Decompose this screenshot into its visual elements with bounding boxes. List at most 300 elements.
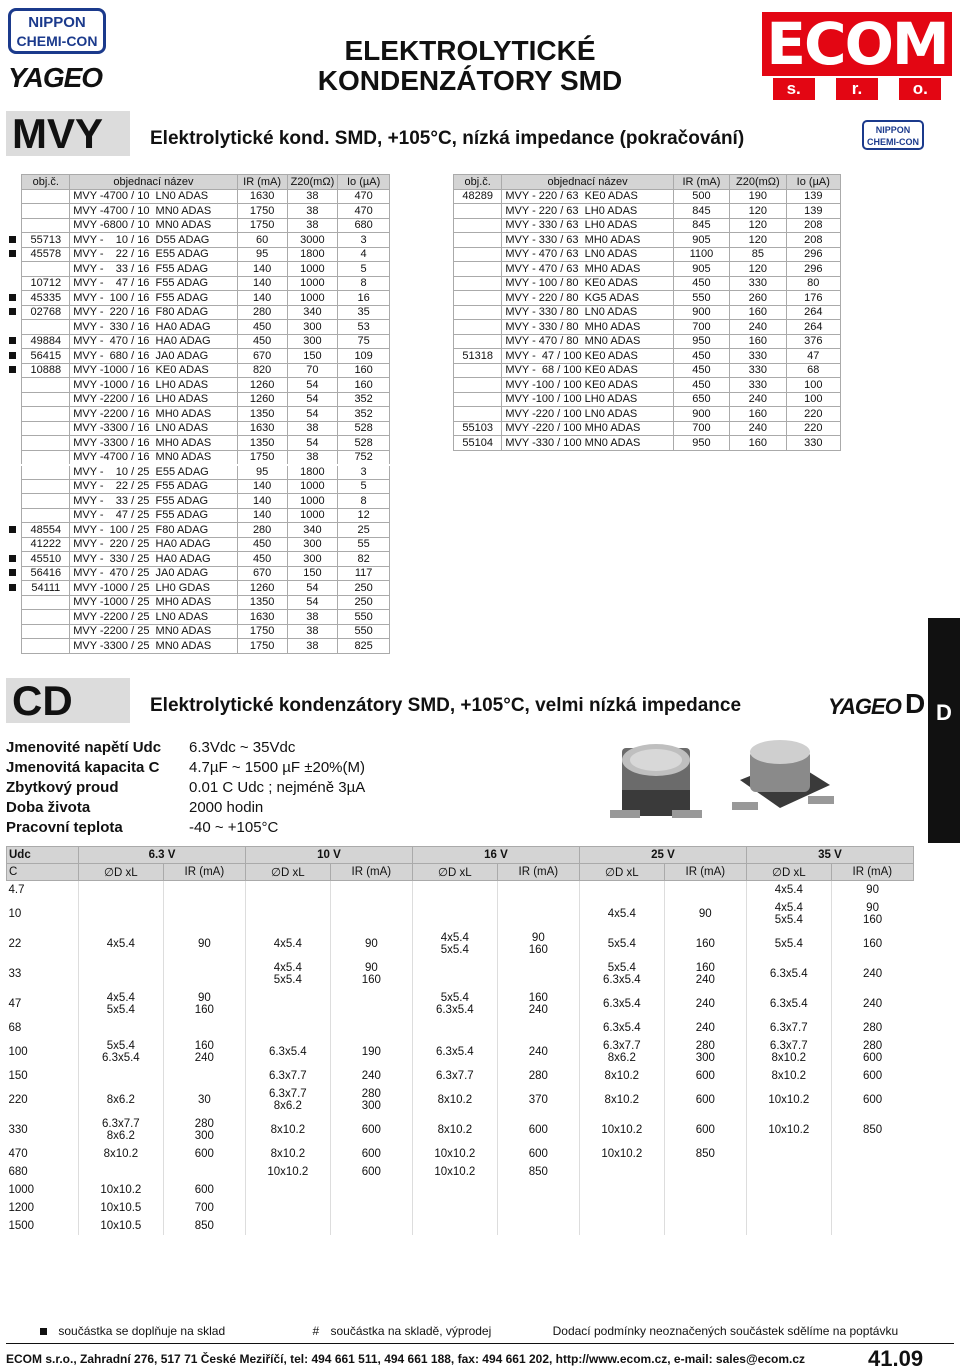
size-value: 8x10.2	[579, 1067, 664, 1085]
size-value: 4x5.4	[245, 929, 330, 959]
part-name: MVY - 330 / 80 LN0 ADAS	[502, 305, 673, 320]
part-name: MVY -4700 / 10 LN0 ADAS	[70, 189, 237, 204]
size-value: 6.3x5.4	[746, 989, 831, 1019]
z20-value: 38	[287, 189, 338, 204]
table-row	[454, 363, 841, 378]
table-row	[6, 334, 390, 349]
table-row	[6, 581, 390, 596]
ir-value: 1750	[237, 204, 287, 219]
ir-value: 140	[237, 262, 287, 277]
io-value: 825	[338, 639, 390, 654]
size-value	[245, 899, 330, 929]
ir-value: 450	[673, 363, 729, 378]
order-number: 55103	[454, 421, 502, 436]
bullet-cell	[6, 291, 22, 306]
table-row	[7, 1037, 914, 1067]
size-value	[79, 881, 164, 899]
ir-value: 1260	[237, 581, 287, 596]
z20-value: 38	[287, 204, 338, 219]
spec-label: Doba života	[6, 799, 91, 816]
ir-value: 600	[497, 1145, 579, 1163]
z20-value: 150	[287, 566, 338, 581]
bullet-cell	[6, 276, 22, 291]
spec-label: Pracovní teplota	[6, 819, 123, 836]
io-value: 220	[786, 407, 840, 422]
size-value	[412, 1217, 497, 1235]
ir-value: 160	[831, 929, 913, 959]
voltage-16v: 16 V	[412, 847, 579, 864]
table-row	[6, 320, 390, 335]
bullet-cell	[6, 436, 22, 451]
size-value: 4x5.4 5x5.4	[245, 959, 330, 989]
order-number	[454, 392, 502, 407]
ir-value: 850	[163, 1217, 245, 1235]
ir-value: 450	[673, 276, 729, 291]
z20-value: 3000	[287, 233, 338, 248]
io-value: 47	[786, 349, 840, 364]
part-name: MVY - 47 / 16 F55 ADAG	[70, 276, 237, 291]
col-ir: IR (mA)	[237, 175, 287, 190]
table-row	[7, 1181, 914, 1199]
ir-value: 140	[237, 508, 287, 523]
io-value: 8	[338, 276, 390, 291]
order-number	[22, 320, 70, 335]
size-value: 10x10.5	[79, 1199, 164, 1217]
order-number: 54111	[22, 581, 70, 596]
size-value: 4x5.4 5x5.4	[79, 989, 164, 1019]
z20-value: 54	[287, 392, 338, 407]
bullet-cell	[6, 566, 22, 581]
size-value: 8x10.2	[412, 1115, 497, 1145]
table-row	[6, 262, 390, 277]
ir-value: 950	[673, 436, 729, 451]
ir-value	[163, 899, 245, 929]
ir-value: 600	[664, 1085, 746, 1115]
bullet-cell	[6, 624, 22, 639]
ir-value: 1630	[237, 421, 287, 436]
part-name: MVY - 330 / 25 HA0 ADAG	[70, 552, 237, 567]
table-row	[6, 421, 390, 436]
part-name: MVY - 100 / 80 KE0 ADAS	[502, 276, 673, 291]
ir-value: 900	[673, 305, 729, 320]
ir-value: 650	[673, 392, 729, 407]
ir-value: 450	[237, 552, 287, 567]
size-value	[412, 881, 497, 899]
size-value: 8x6.2	[79, 1085, 164, 1115]
part-name: MVY - 47 / 100 KE0 ADAS	[502, 349, 673, 364]
order-number	[22, 450, 70, 465]
table-row	[454, 233, 841, 248]
z20-value: 85	[730, 247, 786, 262]
size-value: 6.3x7.7	[245, 1067, 330, 1085]
col-z20: Z20(mΩ)	[730, 175, 786, 190]
ir-value: 450	[237, 320, 287, 335]
ir-value	[497, 959, 579, 989]
capacitance: 22	[8, 937, 22, 950]
ir-value: 60	[237, 233, 287, 248]
bullet-cell	[6, 378, 22, 393]
ir-value	[330, 899, 412, 929]
bullet-cell	[6, 552, 22, 567]
ir-value	[497, 899, 579, 929]
bullet-icon	[9, 294, 16, 301]
order-number: 48289	[454, 189, 502, 204]
io-value: 296	[786, 262, 840, 277]
io-value: 176	[786, 291, 840, 306]
col-io: Io (µA)	[338, 175, 390, 190]
part-name: MVY -2200 / 25 LN0 ADAS	[70, 610, 237, 625]
page-number: 41.09	[868, 1346, 924, 1371]
io-value: 376	[786, 334, 840, 349]
bullet-cell	[6, 233, 22, 248]
capacitance: 1500	[8, 1219, 35, 1232]
ir-header: IR (mA)	[330, 864, 412, 881]
size-value	[746, 1163, 831, 1181]
ir-value	[831, 1145, 913, 1163]
bullet-cell	[6, 639, 22, 654]
table-row	[6, 523, 390, 538]
table-row	[454, 276, 841, 291]
ir-value: 845	[673, 218, 729, 233]
ir-value: 600	[163, 1145, 245, 1163]
table-row	[454, 291, 841, 306]
part-name: MVY -2200 / 25 MN0 ADAS	[70, 624, 237, 639]
size-value: 4x5.4 5x5.4	[746, 899, 831, 929]
order-number	[22, 610, 70, 625]
z20-value: 120	[730, 204, 786, 219]
size-value: 6.3x5.4	[245, 1037, 330, 1067]
bullet-icon	[9, 526, 16, 533]
ir-value: 280	[831, 1019, 913, 1037]
size-value: 5x5.4 6.3x5.4	[412, 989, 497, 1019]
size-value: 6.3x5.4	[746, 959, 831, 989]
ir-value: 670	[237, 349, 287, 364]
ir-value	[497, 1181, 579, 1199]
ir-value	[831, 1217, 913, 1235]
col-z20: Z20(mΩ)	[287, 175, 338, 190]
part-name: MVY - 330 / 63 LH0 ADAS	[502, 218, 673, 233]
order-number	[22, 378, 70, 393]
size-value	[579, 1199, 664, 1217]
io-value: 75	[338, 334, 390, 349]
ir-value	[330, 881, 412, 899]
capacitance: 4.7	[8, 883, 25, 896]
part-name: MVY -2200 / 16 MH0 ADAS	[70, 407, 237, 422]
size-value	[245, 989, 330, 1019]
io-value: 470	[338, 189, 390, 204]
ir-value: 600	[831, 1067, 913, 1085]
table-row	[6, 494, 390, 509]
io-value: 250	[338, 595, 390, 610]
size-value	[79, 1019, 164, 1037]
size-value: 8x10.2	[79, 1145, 164, 1163]
order-number	[22, 262, 70, 277]
dxl-header: ∅D xL	[412, 864, 497, 881]
ir-value: 90	[664, 899, 746, 929]
size-value: 8x10.2	[746, 1067, 831, 1085]
ir-value: 1750	[237, 639, 287, 654]
part-name: MVY -220 / 100 LN0 ADAS	[502, 407, 673, 422]
io-value: 208	[786, 218, 840, 233]
z20-value: 1000	[287, 262, 338, 277]
size-value	[79, 899, 164, 929]
size-value: 6.3x7.7 8x6.2	[79, 1115, 164, 1145]
ir-value	[664, 1217, 746, 1235]
ir-value: 1260	[237, 378, 287, 393]
z20-value: 240	[730, 392, 786, 407]
ir-value	[831, 1199, 913, 1217]
ir-header: IR (mA)	[497, 864, 579, 881]
bullet-icon	[9, 555, 16, 562]
z20-value: 38	[287, 218, 338, 233]
io-value: 550	[338, 624, 390, 639]
io-value: 12	[338, 508, 390, 523]
ir-value: 450	[237, 537, 287, 552]
io-value: 160	[338, 378, 390, 393]
size-value	[412, 1181, 497, 1199]
ir-value	[330, 1019, 412, 1037]
order-number	[454, 276, 502, 291]
size-value: 8x10.2	[245, 1145, 330, 1163]
ir-value: 140	[237, 291, 287, 306]
size-value: 10x10.5	[79, 1217, 164, 1235]
size-value	[245, 1019, 330, 1037]
io-value: 82	[338, 552, 390, 567]
size-value: 8x10.2	[412, 1085, 497, 1115]
io-value: 4	[338, 247, 390, 262]
table-row	[7, 899, 914, 929]
table-row	[454, 407, 841, 422]
spec-label: Jmenovitá kapacita C	[6, 759, 160, 776]
io-value: 109	[338, 349, 390, 364]
col-ir: IR (mA)	[673, 175, 729, 190]
z20-value: 240	[730, 421, 786, 436]
size-value: 10x10.2	[579, 1115, 664, 1145]
order-number: 48554	[22, 523, 70, 538]
part-name: MVY -1000 / 16 LH0 ADAS	[70, 378, 237, 393]
z20-value: 300	[287, 537, 338, 552]
table-row	[6, 363, 390, 378]
col-obj: obj.č.	[454, 175, 502, 190]
capacitance: 220	[8, 1093, 28, 1106]
size-value	[579, 1181, 664, 1199]
divider	[6, 1343, 954, 1344]
spec-label: Zbytkový proud	[6, 779, 119, 796]
order-number: 02768	[22, 305, 70, 320]
table-row	[6, 639, 390, 654]
io-value: 264	[786, 320, 840, 335]
part-name: MVY - 680 / 16 JA0 ADAG	[70, 349, 237, 364]
z20-value: 160	[730, 407, 786, 422]
part-name: MVY - 220 / 25 HA0 ADAG	[70, 537, 237, 552]
ecom-logo: ECOM s. r. o.	[762, 12, 952, 100]
ir-value: 140	[237, 276, 287, 291]
io-value: 5	[338, 262, 390, 277]
table-row	[6, 189, 390, 204]
ir-value: 280	[237, 305, 287, 320]
order-number	[454, 378, 502, 393]
ir-value: 1750	[237, 450, 287, 465]
z20-value: 160	[730, 305, 786, 320]
size-value: 10x10.2	[579, 1145, 664, 1163]
part-name: MVY - 10 / 16 D55 ADAG	[70, 233, 237, 248]
size-value: 4x5.4	[746, 881, 831, 899]
z20-value: 1000	[287, 276, 338, 291]
table-row	[454, 421, 841, 436]
ir-value: 240	[497, 1037, 579, 1067]
table-row	[454, 204, 841, 219]
part-name: MVY - 470 / 80 MN0 ADAS	[502, 334, 673, 349]
table-row	[454, 392, 841, 407]
part-name: MVY -1000 / 16 KE0 ADAS	[70, 363, 237, 378]
table-row	[6, 537, 390, 552]
ir-value: 280 300	[664, 1037, 746, 1067]
dxl-header: ∅D xL	[579, 864, 664, 881]
ir-header: IR (mA)	[664, 864, 746, 881]
part-name: MVY - 47 / 25 F55 ADAG	[70, 508, 237, 523]
order-number: 49884	[22, 334, 70, 349]
table-row	[6, 595, 390, 610]
order-number	[454, 247, 502, 262]
ir-value	[163, 1019, 245, 1037]
z20-value: 1800	[287, 465, 338, 480]
ir-value: 140	[237, 494, 287, 509]
ir-value: 900	[673, 407, 729, 422]
capacitance: 680	[8, 1165, 28, 1178]
ir-value: 280	[237, 523, 287, 538]
z20-value: 120	[730, 233, 786, 248]
size-value	[412, 1199, 497, 1217]
size-value: 8x10.2	[579, 1085, 664, 1115]
size-value: 6.3x7.7 8x6.2	[245, 1085, 330, 1115]
table-row	[6, 610, 390, 625]
capacitance: 330	[8, 1123, 28, 1136]
section-tab-d: D	[928, 618, 960, 843]
table-row	[7, 881, 914, 899]
order-number	[22, 421, 70, 436]
io-value: 528	[338, 436, 390, 451]
z20-value: 38	[287, 610, 338, 625]
col-obj: obj.č.	[22, 175, 70, 190]
bullet-cell	[6, 334, 22, 349]
ir-header: IR (mA)	[831, 864, 913, 881]
part-name: MVY - 22 / 16 E55 ADAG	[70, 247, 237, 262]
part-name: MVY - 330 / 16 HA0 ADAG	[70, 320, 237, 335]
ir-value	[831, 1163, 913, 1181]
size-value	[412, 959, 497, 989]
ir-value: 450	[673, 378, 729, 393]
size-value: 4x5.4	[79, 929, 164, 959]
col-name: objednací název	[70, 175, 237, 190]
order-number	[22, 465, 70, 480]
voltage-6v3: 6.3 V	[79, 847, 246, 864]
spec-value: -40 ~ +105°C	[189, 819, 279, 836]
capacitance: 1000	[8, 1183, 35, 1196]
dxl-header: ∅D xL	[79, 864, 164, 881]
size-value	[79, 1067, 164, 1085]
io-value: 25	[338, 523, 390, 538]
z20-value: 54	[287, 407, 338, 422]
mvy-table-left	[6, 174, 390, 654]
io-value: 3	[338, 465, 390, 480]
io-value: 35	[338, 305, 390, 320]
part-name: MVY - 470 / 63 LN0 ADAS	[502, 247, 673, 262]
table-row	[6, 450, 390, 465]
ir-value: 240	[831, 989, 913, 1019]
ir-value: 90 160	[497, 929, 579, 959]
spec-label: Jmenovité napětí Udc	[6, 739, 162, 756]
order-number	[22, 189, 70, 204]
z20-value: 38	[287, 639, 338, 654]
part-name: MVY - 220 / 16 F80 ADAG	[70, 305, 237, 320]
order-number	[454, 320, 502, 335]
col-io: Io (µA)	[786, 175, 840, 190]
order-number	[454, 204, 502, 219]
ir-value: 240	[664, 1019, 746, 1037]
part-name: MVY -3300 / 16 LN0 ADAS	[70, 421, 237, 436]
part-name: MVY - 330 / 63 MH0 ADAS	[502, 233, 673, 248]
part-name: MVY -4700 / 10 MN0 ADAS	[70, 204, 237, 219]
size-value: 10x10.2	[79, 1181, 164, 1199]
table-row	[454, 378, 841, 393]
order-number: 41222	[22, 537, 70, 552]
table-row	[6, 233, 390, 248]
io-value: 139	[786, 204, 840, 219]
size-value	[579, 1163, 664, 1181]
size-value	[746, 1199, 831, 1217]
bullet-cell	[6, 479, 22, 494]
order-number: 10712	[22, 276, 70, 291]
table-row	[454, 349, 841, 364]
capacitor-photo	[600, 730, 860, 830]
table-row	[454, 305, 841, 320]
table-row	[6, 552, 390, 567]
z20-value: 54	[287, 378, 338, 393]
z20-value: 300	[287, 320, 338, 335]
io-value: 55	[338, 537, 390, 552]
ir-value: 90	[330, 929, 412, 959]
ir-value	[163, 959, 245, 989]
bullet-cell	[6, 349, 22, 364]
z20-value: 330	[730, 349, 786, 364]
z20-value: 300	[287, 552, 338, 567]
size-value: 5x5.4 6.3x5.4	[79, 1037, 164, 1067]
order-number	[22, 624, 70, 639]
order-number	[454, 262, 502, 277]
bullet-icon	[9, 250, 16, 257]
part-name: MVY - 220 / 80 KG5 ADAS	[502, 291, 673, 306]
order-number	[454, 291, 502, 306]
table-row	[6, 305, 390, 320]
order-number	[22, 595, 70, 610]
table-row	[7, 1085, 914, 1115]
table-row	[7, 989, 914, 1019]
ir-value: 820	[237, 363, 287, 378]
mvy-subtitle: Elektrolytické kond. SMD, +105°C, nízká impedance (pokračování)	[150, 128, 745, 149]
z20-value: 1000	[287, 291, 338, 306]
size-value: 4x5.4 5x5.4	[412, 929, 497, 959]
ir-value	[497, 1217, 579, 1235]
size-value: 10x10.2	[746, 1115, 831, 1145]
ir-value: 160	[664, 929, 746, 959]
z20-value: 340	[287, 523, 338, 538]
order-number: 51318	[454, 349, 502, 364]
ir-value: 160 240	[163, 1037, 245, 1067]
bullet-cell	[6, 247, 22, 262]
ir-value: 850	[664, 1145, 746, 1163]
order-number: 56415	[22, 349, 70, 364]
io-value: 16	[338, 291, 390, 306]
